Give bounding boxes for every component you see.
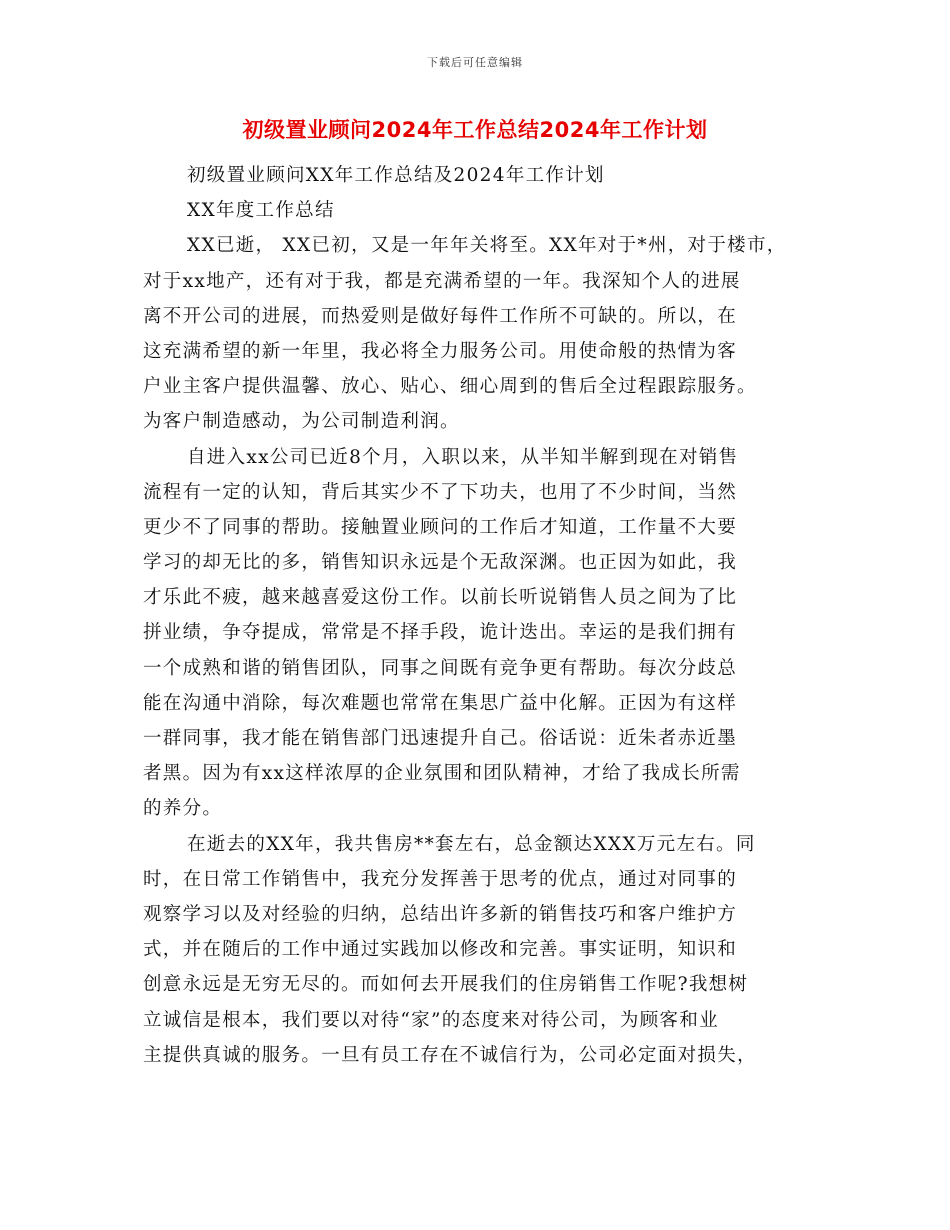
paragraph-line: 这充满希望的新一年里，我必将全力服务公司。用使命般的热情为客 bbox=[143, 340, 738, 362]
paragraph-line: 主提供真诚的服务。一旦有员工存在不诚信行为，公司必定面对损失， bbox=[143, 1044, 757, 1066]
paragraph-line: 式，并在随后的工作中通过实践加以修改和完善。事实证明，知识和 bbox=[143, 939, 738, 961]
paragraph-line: 的养分。 bbox=[143, 798, 223, 820]
paragraph-line: 自进入xx公司已近8个月，入职以来，从半知半解到现在对销售 bbox=[187, 446, 739, 468]
paragraph-line: 拼业绩，争夺提成，常常是不择手段，诡计迭出。幸运的是我们拥有 bbox=[143, 622, 738, 644]
paragraph-line: 离不开公司的进展，而热爱则是做好每件工作所不可缺的。所以，在 bbox=[143, 305, 738, 327]
paragraph-line: 立诚信是根本，我们要以对待“家”的态度来对待公司，为顾客和业 bbox=[143, 1009, 719, 1031]
section-heading: XX年度工作总结 bbox=[187, 200, 335, 222]
paragraph-line: 为客户制造感动，为公司制造利润。 bbox=[143, 411, 460, 433]
paragraph-line: 观察学习以及对经验的归纳，总结出许多新的销售技巧和客户维护方 bbox=[143, 903, 738, 925]
subtitle-line: 初级置业顾问XX年工作总结及2024年工作计划 bbox=[187, 165, 605, 186]
paragraph-line: 在逝去的XX年，我共售房**套左右，总金额达XXX万元左右。同 bbox=[187, 833, 756, 855]
paragraph-line: 能在沟通中消除，每次难题也常常在集思广益中化解。正因为有这样 bbox=[143, 692, 738, 714]
paragraph-line: 创意永远是无穷无尽的。而如何去开展我们的住房销售工作呢?我想树 bbox=[143, 974, 749, 996]
paragraph-line: 户业主客户提供温馨、放心、贴心、细心周到的售后全过程跟踪服务。 bbox=[143, 376, 757, 398]
paragraph-line: XX已逝， XX已初，又是一年年关将至。XX年对于*州，对于楼市， bbox=[187, 235, 787, 257]
paragraph-line: 一个成熟和谐的销售团队，同事之间既有竞争更有帮助。每次分歧总 bbox=[143, 657, 738, 679]
paragraph-line: 者黑。因为有xx这样浓厚的企业氛围和团队精神，才给了我成长所需 bbox=[143, 763, 741, 785]
paragraph-line: 对于xx地产，还有对于我，都是充满希望的一年。我深知个人的进展 bbox=[143, 270, 741, 292]
document-title: 初级置业顾问2024年工作总结2024年工作计划 bbox=[242, 118, 708, 142]
paragraph-line: 学习的却无比的多，销售知识永远是个无敌深渊。也正因为如此，我 bbox=[143, 552, 738, 574]
header-note: 下载后可任意编辑 bbox=[427, 56, 523, 69]
document-body bbox=[143, 158, 815, 1073]
paragraph-line: 更少不了同事的帮助。接触置业顾问的工作后才知道，工作量不大要 bbox=[143, 516, 738, 538]
paragraph-line: 时，在日常工作销售中，我充分发挥善于思考的优点，通过对同事的 bbox=[143, 868, 738, 890]
paragraph-line: 流程有一定的认知，背后其实少不了下功夫，也用了不少时间，当然 bbox=[143, 481, 738, 503]
paragraph-line: 一群同事，我才能在销售部门迅速提升自己。俗话说：近朱者赤近墨 bbox=[143, 728, 738, 749]
paragraph-line: 才乐此不疲，越来越喜爱这份工作。以前长听说销售人员之间为了比 bbox=[143, 587, 738, 609]
